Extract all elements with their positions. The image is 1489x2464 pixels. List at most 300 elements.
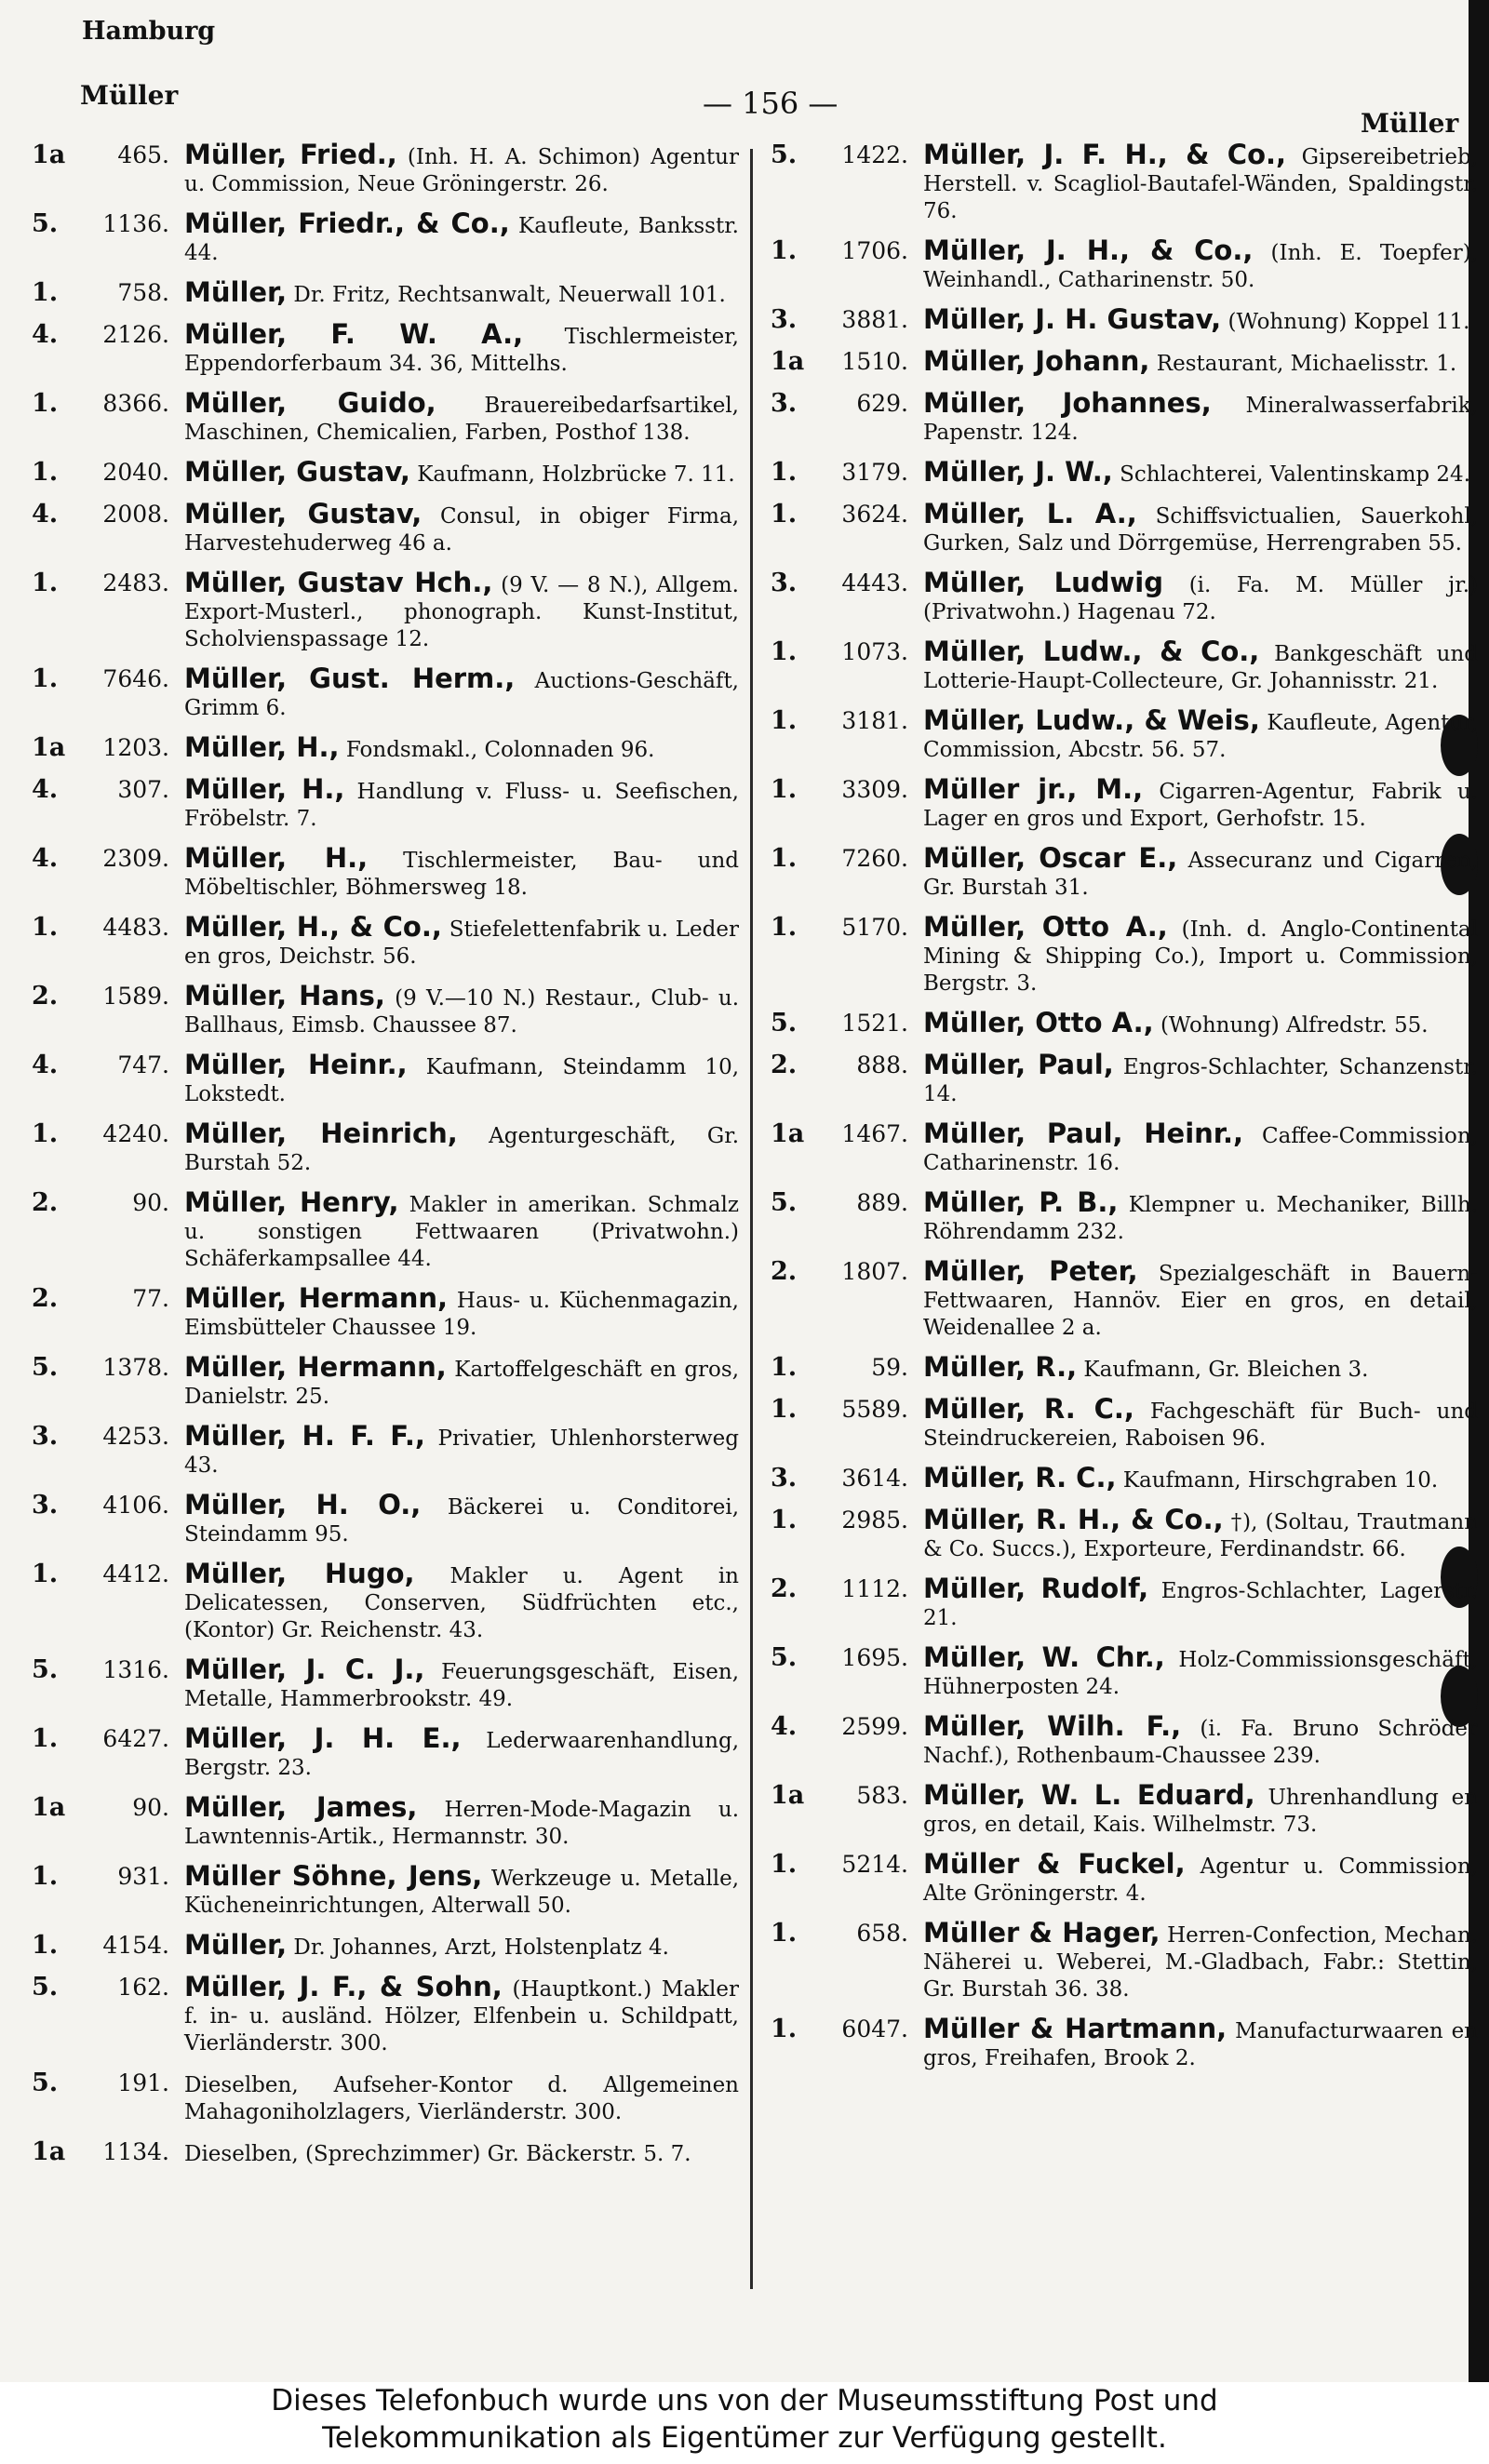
phone-number: 2008. xyxy=(102,501,169,528)
subscriber-details: Tischlermeister, Eppendorferbaum 34. 36, Mittelhs. xyxy=(184,325,739,376)
entry-text xyxy=(923,1393,1478,1453)
subscriber-details: Bankgeschäft und Lotterie-Haupt-Collecteure, Gr. Johannisstr. 21. xyxy=(923,642,1478,693)
subscriber-name: Müller, Ludwig xyxy=(923,567,1163,598)
exchange-code: 1. xyxy=(32,1560,59,1588)
subscriber-name: Müller, H., xyxy=(184,731,340,763)
subscriber-details: Klempner u. Mechaniker, Billh. Röhrendamm 232. xyxy=(923,1193,1479,1244)
directory-entry xyxy=(32,731,739,764)
entry-text xyxy=(923,638,1478,695)
subscriber-name: Müller, James, xyxy=(184,1791,418,1823)
entry-text xyxy=(184,773,739,833)
phone-number: 1807. xyxy=(841,1258,908,1285)
exchange-code: 1. xyxy=(771,706,798,735)
directory-entry xyxy=(771,1641,1479,1701)
phone-number: 3309. xyxy=(841,776,908,803)
subscriber-name: Müller & Hartmann, xyxy=(923,2013,1227,2044)
exchange-code: 2. xyxy=(771,1574,798,1603)
directory-entry xyxy=(771,1186,1479,1246)
exchange-code: 1. xyxy=(771,913,798,942)
directory-entry xyxy=(771,345,1478,378)
subscriber-name: Müller, Friedr., & Co., xyxy=(184,208,510,239)
directory-entry xyxy=(32,980,740,1039)
directory-entry xyxy=(771,773,1478,833)
directory-entry xyxy=(32,387,739,447)
directory-entry xyxy=(32,842,739,902)
subscriber-details: (Hauptkont.) Makler f. in- u. ausländ. Hölzer, Elfenbein u. Schildpatt, Vierländerstr. 300. xyxy=(184,1977,740,2056)
exchange-code: 1. xyxy=(771,1850,798,1879)
exchange-code: 1. xyxy=(771,1506,798,1534)
entry-text xyxy=(923,1255,1478,1342)
subscriber-details: (9 V. — 8 N.), Allgem. Export-Musterl., phonograph. Kunst-Institut, Scholvienspassage 12. xyxy=(184,573,739,651)
exchange-code: 1. xyxy=(771,844,798,873)
subscriber-details: Stiefelettenfabrik u. Leder en gros, Deichstr. 56. xyxy=(184,917,739,969)
subscriber-details: Kaufleute, Banksstr. 44. xyxy=(184,214,739,265)
phone-number: 4253. xyxy=(102,1423,169,1450)
directory-entry xyxy=(32,456,739,489)
entry-text xyxy=(184,911,739,971)
exchange-code: 5. xyxy=(32,2069,59,2097)
subscriber-name: Müller & Fuckel, xyxy=(923,1848,1186,1880)
phone-number: 1378. xyxy=(102,1354,169,1381)
directory-entry xyxy=(32,2138,739,2168)
directory-entry xyxy=(771,1575,1478,1632)
subscriber-details: Schlachterei, Valentinskamp 24. xyxy=(1120,462,1471,487)
subscriber-name: Müller, R. C., xyxy=(923,1393,1134,1425)
directory-entry xyxy=(32,276,739,309)
directory-entry xyxy=(771,1779,1479,1839)
subscriber-name: Müller, Peter, xyxy=(923,1255,1138,1287)
directory-entry xyxy=(771,842,1478,902)
directory-entry xyxy=(32,1120,739,1177)
subscriber-name: Müller, Guido, xyxy=(184,387,436,419)
entry-text xyxy=(184,498,740,557)
footer-line: Dieses Telefonbuch wurde uns von der Museumsstiftung Post und xyxy=(271,2384,1218,2417)
phone-number: 7260. xyxy=(841,845,908,872)
subscriber-name: Müller, Otto A., xyxy=(923,911,1168,943)
phone-number: 4483. xyxy=(102,914,169,941)
entry-text xyxy=(923,1917,1478,2003)
exchange-code: 4. xyxy=(771,1712,798,1741)
directory-entry xyxy=(771,569,1478,626)
subscriber-details: Herren-Mode-Magazin u. Lawntennis-Artik., Hermannstr. 30. xyxy=(184,1798,740,1849)
subscriber-name: Müller, Oscar E., xyxy=(923,842,1178,874)
exchange-code: 5. xyxy=(771,1643,798,1672)
phone-number: 465. xyxy=(117,141,169,168)
subscriber-details: Auctions-Geschäft, Grimm 6. xyxy=(184,669,739,720)
subscriber-details: Caffee-Commission, Catharinenstr. 16. xyxy=(923,1124,1478,1175)
entry-text xyxy=(923,1641,1479,1701)
phone-number: 59. xyxy=(871,1354,908,1381)
directory-entry xyxy=(771,1051,1478,1108)
entry-text xyxy=(923,704,1479,764)
phone-number: 77. xyxy=(132,1285,169,1312)
entry-text xyxy=(184,1420,739,1480)
directory-entry xyxy=(771,1504,1479,1563)
directory-entry xyxy=(771,498,1479,557)
exchange-code: 5. xyxy=(32,209,59,238)
subscriber-details: Assecuranz und Cigarren, Gr. Burstah 31. xyxy=(923,849,1478,900)
exchange-code: 1. xyxy=(32,1119,59,1148)
phone-number: 1706. xyxy=(841,237,908,264)
subscriber-name: Müller, Hans, xyxy=(184,980,385,1011)
entry-text xyxy=(184,210,739,267)
directory-entry xyxy=(771,1917,1478,2003)
subscriber-name: Müller, Heinrich, xyxy=(184,1118,458,1149)
subscriber-details: Kaufleute, Agentur, Commission, Abcstr. 56. 57. xyxy=(923,711,1479,762)
subscriber-details: Feuerungsgeschäft, Eisen, Metalle, Hammerbrookstr. 49. xyxy=(184,1660,740,1711)
exchange-code: 1a xyxy=(32,141,66,169)
subscriber-details: Restaurant, Michaelisstr. 1. xyxy=(1156,352,1457,376)
entry-text xyxy=(184,569,739,653)
exchange-code: 3. xyxy=(32,1491,59,1520)
footer-line: Telekommunikation als Eigentümer zur Verfügung gestellt. xyxy=(322,2421,1167,2455)
entry-text xyxy=(184,2069,739,2126)
phone-number: 1589. xyxy=(102,983,169,1010)
entry-text xyxy=(184,842,739,902)
entry-text xyxy=(184,731,739,764)
exchange-code: 1. xyxy=(771,1353,798,1382)
entry-text xyxy=(923,2015,1478,2072)
subscriber-name: Müller, Hermann, xyxy=(184,1282,449,1314)
directory-entry xyxy=(32,1051,739,1108)
subscriber-details: Privatier, Uhlenhorsterweg 43. xyxy=(184,1426,739,1478)
phone-number: 888. xyxy=(856,1051,908,1078)
subscriber-details: (i. Fa. M. Müller jr.) (Privatwohn.) Hagenau 72. xyxy=(923,573,1479,624)
entry-text xyxy=(184,318,739,378)
phone-number: 1112. xyxy=(841,1575,908,1602)
entry-text xyxy=(184,1351,740,1411)
entry-text xyxy=(184,1489,740,1548)
subscriber-details: Dr. Fritz, Rechtsanwalt, Neuerwall 101. xyxy=(293,283,726,307)
subscriber-name: Müller, J. H. Gustav, xyxy=(923,303,1222,335)
exchange-code: 1a xyxy=(32,733,66,762)
subscriber-details: Agenturgeschäft, Gr. Burstah 52. xyxy=(184,1124,740,1175)
entry-text xyxy=(184,1656,739,1713)
exchange-code: 5. xyxy=(32,1973,59,2002)
subscriber-details: Makler in amerikan. Schmalz u. sonstigen Fettwaaren (Privatwohn.) Schäferkampsallee 44. xyxy=(184,1193,740,1271)
subscriber-name: Müller, H., xyxy=(184,773,345,805)
directory-entry xyxy=(771,704,1479,764)
directory-entry xyxy=(32,911,739,971)
phone-number: 3179. xyxy=(841,459,908,486)
directory-entry xyxy=(32,141,739,198)
phone-number: 4412. xyxy=(102,1560,169,1587)
subscriber-name: Müller, F. W. A., xyxy=(184,318,524,350)
entry-text xyxy=(923,1462,1478,1494)
subscriber-name: Müller, Gustav, xyxy=(184,456,410,488)
phone-number: 8366. xyxy=(102,390,169,417)
directory-entry xyxy=(32,1420,739,1480)
subscriber-name: Müller, Johann, xyxy=(923,345,1150,377)
phone-number: 4443. xyxy=(841,569,908,596)
exchange-code: 1. xyxy=(32,913,59,942)
directory-entry xyxy=(771,1120,1478,1177)
directory-entry xyxy=(32,569,739,653)
subscriber-details: Dieselben, Aufseher-Kontor d. Allgemeinen Mahagoniholzlagers, Vierländerstr. 300. xyxy=(184,2073,739,2124)
phone-number: 5170. xyxy=(841,914,908,941)
exchange-code: 4. xyxy=(32,1051,59,1079)
subscriber-details: Werkzeuge u. Metalle, Kücheneinrichtungen, Alterwall 50. xyxy=(184,1867,740,1918)
directory-entry xyxy=(32,318,739,378)
subscriber-name: Müller, L. A., xyxy=(923,498,1137,529)
right-keyword: Müller xyxy=(1361,108,1459,139)
subscriber-details: Engros-Schlachter, Schanzenstr. 14. xyxy=(923,1055,1478,1106)
entry-text xyxy=(923,1504,1479,1563)
phone-number: 3624. xyxy=(841,501,908,528)
exchange-code: 3. xyxy=(771,389,798,418)
phone-number: 6427. xyxy=(102,1725,169,1752)
subscriber-details: Dr. Johannes, Arzt, Holstenplatz 4. xyxy=(293,1935,669,1960)
phone-number: 90. xyxy=(132,1189,169,1216)
directory-entry xyxy=(771,303,1478,336)
directory-entry xyxy=(32,210,739,267)
exchange-code: 2. xyxy=(32,982,59,1011)
directory-entry xyxy=(771,456,1478,489)
entry-text xyxy=(923,456,1478,489)
subscriber-details: Handlung v. Fluss- u. Seefischen, Fröbelstr. 7. xyxy=(184,780,739,831)
column-divider xyxy=(750,149,753,2289)
entry-text xyxy=(923,842,1478,902)
directory-entry xyxy=(32,1929,739,1962)
phone-number: 2483. xyxy=(102,569,169,596)
subscriber-details: Kaufmann, Gr. Bleichen 3. xyxy=(1083,1358,1369,1382)
subscriber-details: Kaufmann, Holzbrücke 7. 11. xyxy=(417,462,735,487)
phone-number: 1510. xyxy=(841,348,908,375)
entry-text xyxy=(184,1791,740,1851)
directory-entry xyxy=(32,1351,740,1411)
entry-text xyxy=(923,1186,1479,1246)
phone-number: 889. xyxy=(856,1189,908,1216)
exchange-code: 2. xyxy=(771,1051,798,1079)
phone-number: 3614. xyxy=(841,1465,908,1492)
subscriber-name: Müller, Hermann, xyxy=(184,1351,447,1383)
subscriber-details: Kartoffelgeschäft en gros, Danielstr. 25. xyxy=(184,1358,740,1409)
subscriber-name: Müller, Paul, xyxy=(923,1049,1114,1080)
phone-number: 307. xyxy=(117,776,169,803)
exchange-code: 1. xyxy=(32,1862,59,1891)
directory-entry xyxy=(32,1971,740,2057)
entry-text xyxy=(184,1971,740,2057)
exchange-code: 1. xyxy=(32,1931,59,1960)
subscriber-details: Uhrenhandlung en gros, en detail, Kais. Wilhelmstr. 73. xyxy=(923,1786,1479,1837)
subscriber-details: (Inh. H. A. Schimon) Agentur u. Commission, Neue Gröningerstr. 26. xyxy=(184,145,739,196)
exchange-code: 1. xyxy=(32,389,59,418)
phone-number: 4240. xyxy=(102,1120,169,1147)
entry-text xyxy=(184,1051,739,1108)
subscriber-name: Müller, J. H. E., xyxy=(184,1722,462,1754)
exchange-code: 1a xyxy=(32,1793,66,1822)
subscriber-details: Bäckerei u. Conditorei, Steindamm 95. xyxy=(184,1495,740,1547)
directory-entry xyxy=(771,1462,1478,1494)
exchange-code: 5. xyxy=(771,141,798,169)
subscriber-name: Müller, Ludw., & Weis, xyxy=(923,704,1260,736)
subscriber-name: Müller & Hager, xyxy=(923,1917,1160,1948)
subscriber-details: Dieselben, (Sprechzimmer) Gr. Bäckerstr. 5. 7. xyxy=(184,2142,691,2166)
subscriber-name: Müller, R., xyxy=(923,1351,1078,1383)
directory-entry xyxy=(771,1393,1478,1453)
directory-entry xyxy=(32,1656,739,1713)
phone-number: 4106. xyxy=(102,1492,169,1519)
subscriber-name: Müller, W. L. Eduard, xyxy=(923,1779,1255,1811)
subscriber-details: Cigarren-Agentur, Fabrik u. Lager en gros und Export, Gerhofstr. 15. xyxy=(923,780,1478,831)
entry-text xyxy=(923,498,1479,557)
directory-entry xyxy=(32,1860,740,1920)
directory-entry xyxy=(771,911,1478,998)
entry-text xyxy=(184,1929,739,1962)
right-column xyxy=(771,141,1478,2084)
subscriber-name: Müller, H. O., xyxy=(184,1489,422,1520)
phone-number: 191. xyxy=(117,2069,169,2096)
entry-text xyxy=(923,141,1478,225)
phone-number: 2309. xyxy=(102,845,169,872)
exchange-code: 1. xyxy=(771,775,798,804)
entry-text xyxy=(923,387,1478,447)
entry-text xyxy=(923,1051,1478,1108)
phone-number: 4154. xyxy=(102,1932,169,1959)
phone-number: 1134. xyxy=(102,2138,169,2165)
subscriber-details: Makler u. Agent in Delicatessen, Conserven, Südfrüchten etc., (Kontor) Gr. Reichenstr. 43. xyxy=(184,1564,740,1642)
subscriber-name: Müller, H., xyxy=(184,842,369,874)
subscriber-name: Müller, xyxy=(184,1929,288,1961)
subscriber-name: Müller, J. H., & Co., xyxy=(923,234,1254,266)
subscriber-details: (i. Fa. Bruno Schröder Nachf.), Rothenbaum-Chaussee 239. xyxy=(923,1717,1478,1768)
entry-text xyxy=(923,1120,1478,1177)
phone-number: 629. xyxy=(856,390,908,417)
subscriber-name: Müller, Gustav Hch., xyxy=(184,567,493,598)
directory-entry xyxy=(771,141,1478,225)
entry-text xyxy=(923,303,1478,336)
subscriber-name: Müller, J. C. J., xyxy=(184,1654,425,1685)
exchange-code: 1a xyxy=(32,2137,66,2166)
subscriber-name: Müller, J. F. H., & Co., xyxy=(923,139,1287,170)
subscriber-details: Lederwaarenhandlung, Bergstr. 23. xyxy=(184,1729,740,1780)
exchange-code: 2. xyxy=(32,1284,59,1313)
exchange-code: 1. xyxy=(771,637,798,666)
entry-text xyxy=(923,1007,1478,1039)
exchange-code: 1. xyxy=(771,500,798,529)
subscriber-details: Holz-Commissionsgeschäft, Hühnerposten 24. xyxy=(923,1648,1479,1699)
phone-number: 90. xyxy=(132,1794,169,1821)
phone-number: 1203. xyxy=(102,734,169,761)
phone-number: 1073. xyxy=(841,638,908,665)
subscriber-name: Müller, Otto A., xyxy=(923,1007,1154,1038)
subscriber-details: Kaufmann, Steindamm 10, Lokstedt. xyxy=(184,1055,740,1106)
entry-text xyxy=(184,665,739,722)
entry-text xyxy=(923,1710,1478,1770)
phone-number: 1136. xyxy=(102,210,169,237)
subscriber-name: Müller, Gust. Herm., xyxy=(184,663,516,694)
left-column xyxy=(32,141,739,2180)
directory-entry xyxy=(32,665,739,722)
entry-text xyxy=(184,456,739,489)
exchange-code: 1. xyxy=(771,458,798,487)
exchange-code: 1. xyxy=(32,278,59,307)
exchange-code: 1. xyxy=(771,236,798,265)
entry-text xyxy=(184,980,740,1039)
entry-text xyxy=(184,1722,740,1782)
phone-number: 3181. xyxy=(841,707,908,734)
exchange-code: 1a xyxy=(771,1119,805,1148)
phone-number: 758. xyxy=(117,279,169,306)
entry-text xyxy=(184,141,739,198)
phone-number: 747. xyxy=(117,1051,169,1078)
subscriber-details: (Wohnung) Alfredstr. 55. xyxy=(1160,1013,1429,1038)
subscriber-name: Müller, Gustav, xyxy=(184,498,423,529)
exchange-code: 1. xyxy=(32,664,59,693)
exchange-code: 4. xyxy=(32,775,59,804)
subscriber-details: Consul, in obiger Firma, Harvestehuderweg 46 a. xyxy=(184,504,740,556)
phone-number: 1316. xyxy=(102,1656,169,1683)
subscriber-name: Müller, Johannes, xyxy=(923,387,1212,419)
directory-entry xyxy=(771,2015,1478,2072)
subscriber-name: Müller, Henry, xyxy=(184,1186,399,1218)
entry-text xyxy=(184,1186,740,1273)
exchange-code: 1. xyxy=(32,458,59,487)
directory-entry xyxy=(32,773,739,833)
subscriber-name: Müller, H. F. F., xyxy=(184,1420,425,1452)
directory-entry xyxy=(32,1282,739,1342)
entry-text xyxy=(923,1848,1478,1908)
subscriber-details: Haus- u. Küchenmagazin, Eimsbütteler Chaussee 19. xyxy=(184,1289,739,1340)
phone-number: 658. xyxy=(856,1920,908,1947)
city-header: Hamburg xyxy=(82,17,216,46)
exchange-code: 2. xyxy=(32,1188,59,1217)
entry-text xyxy=(184,1560,739,1644)
subscriber-name: Müller, J. F., & Sohn, xyxy=(184,1971,503,2002)
exchange-code: 1. xyxy=(32,569,59,597)
exchange-code: 1. xyxy=(771,1919,798,1948)
entry-text xyxy=(184,2138,739,2168)
entry-text xyxy=(184,1282,739,1342)
phone-number: 3881. xyxy=(841,306,908,333)
exchange-code: 5. xyxy=(771,1009,798,1038)
entry-text xyxy=(923,569,1478,626)
exchange-code: 3. xyxy=(32,1422,59,1451)
phone-number: 1467. xyxy=(841,1120,908,1147)
subscriber-details: Fachgeschäft für Buch- und Steindruckereien, Raboisen 96. xyxy=(923,1399,1478,1451)
phone-number: 162. xyxy=(117,1974,169,2001)
directory-entry xyxy=(771,387,1478,447)
subscriber-name: Müller, Ludw., & Co., xyxy=(923,636,1260,667)
directory-entry xyxy=(771,1255,1478,1342)
subscriber-details: †), (Soltau, Trautmann & Co. Succs.), Exporteure, Ferdinandstr. 66. xyxy=(923,1510,1479,1561)
directory-entry xyxy=(32,1722,740,1782)
entry-text xyxy=(923,773,1478,833)
subscriber-details: Manufacturwaaren en gros, Freihafen, Brook 2. xyxy=(923,2019,1478,2070)
entry-text xyxy=(184,1860,740,1920)
subscriber-details: Tischlermeister, Bau- und Möbeltischler, Böhmersweg 18. xyxy=(184,849,739,900)
exchange-code: 4. xyxy=(32,844,59,873)
directory-entry xyxy=(771,1007,1478,1039)
subscriber-name: Müller, Wilh. F., xyxy=(923,1710,1182,1742)
directory-entry xyxy=(771,1710,1478,1770)
subscriber-details: (Wohnung) Koppel 11. xyxy=(1227,310,1470,334)
subscriber-name: Müller, J. W., xyxy=(923,456,1113,488)
directory-entry xyxy=(771,234,1478,294)
subscriber-details: Brauereibedarfsartikel, Maschinen, Chemicalien, Farben, Posthof 138. xyxy=(184,394,739,445)
left-keyword: Müller xyxy=(80,80,179,111)
directory-entry xyxy=(32,2069,739,2126)
phone-number: 931. xyxy=(117,1863,169,1890)
exchange-code: 3. xyxy=(771,569,798,597)
directory-entry xyxy=(771,1848,1478,1908)
directory-entry xyxy=(32,1791,740,1851)
footer-notice xyxy=(0,2382,1489,2464)
entry-text xyxy=(923,234,1478,294)
exchange-code: 1. xyxy=(771,2015,798,2043)
phone-number: 2599. xyxy=(841,1713,908,1740)
entry-text xyxy=(184,1120,739,1177)
